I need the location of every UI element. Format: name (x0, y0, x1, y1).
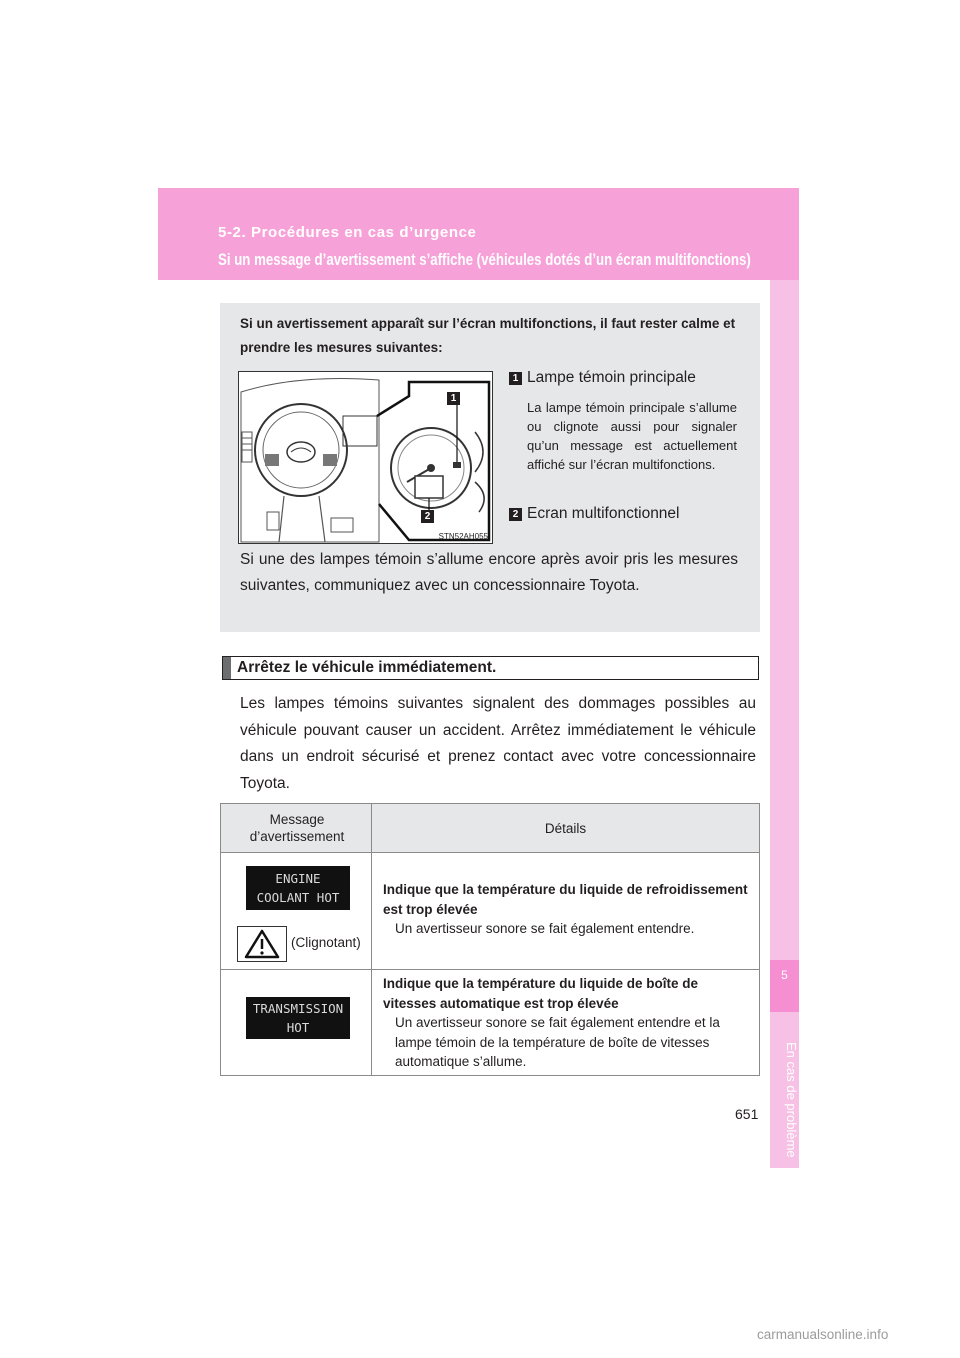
section-label: 5-2. Procédures en cas d’urgence (218, 224, 477, 241)
figure-callout-2: 2 (421, 510, 434, 523)
detail-engine-coolant (383, 880, 755, 939)
subheading-box (222, 656, 759, 680)
figure-code: STN52AH055 (438, 532, 488, 541)
engine-coolant-display (246, 866, 350, 910)
table-header-details: Détails (544, 820, 587, 836)
detail-note: Un avertisseur sonore se fait également entendre. (395, 921, 695, 936)
figure-callout-1: 1 (447, 392, 460, 405)
body-paragraph: Les lampes témoins suivantes signalent des dommages possibles au véhicule pouvant causer un accident. Arrêtez immédiatement le véhicule dans un endroit sécurisé et prenez contact avec votre concessionnaire Toyota. (240, 695, 756, 792)
page-number: 651 (735, 1106, 759, 1122)
callout-text-1: La lampe témoin principale s’allume ou clignote aussi pour signaler qu’un message est actuellement affiché sur l’écran multifonctions. (527, 400, 737, 472)
display-line: COOLANT HOT (256, 890, 340, 905)
display-line: TRANSMISSION (252, 1001, 344, 1016)
warning-table (220, 803, 760, 1076)
column-divider (371, 804, 372, 1075)
flash-label: (Clignotant) (291, 935, 361, 950)
watermark: carmanualsonline.info (757, 1327, 889, 1342)
detail-note: Un avertisseur sonore se fait également entendre et la lampe témoin de la température de boîte de vitesses automatique s’allume. (395, 1015, 720, 1069)
info-intro: Si un avertissement apparaît sur l’écran multifonctions, il faut rester calme et prendre les mesures suivantes: (240, 316, 736, 355)
info-note: Si une des lampes témoin s’allume encore après avoir pris les mesures suivantes, communiquez avec un concessionnaire Toyota. (240, 551, 738, 594)
detail-transmission (383, 974, 755, 1072)
display-line: HOT (286, 1020, 310, 1035)
page-heading: Si un message d’avertissement s’affiche (véhicules dotés d’un écran multifonctions) (218, 250, 751, 269)
detail-title: Indique que la température du liquide de boîte de vitesses automatique est trop élevée (383, 976, 699, 1011)
table-header-message: Message d’avertissement (249, 812, 345, 844)
display-line: ENGINE (275, 871, 321, 886)
warning-triangle-icon (238, 927, 286, 961)
detail-title: Indique que la température du liquide de refroidissement est trop élevée (383, 882, 748, 917)
row-divider (221, 969, 759, 970)
callout-badge-2: 2 (509, 508, 522, 521)
warning-triangle-box (237, 926, 287, 962)
dashboard-figure (238, 371, 493, 544)
subheading-text: Arrêtez le véhicule immédiatement. (237, 659, 497, 676)
callout-badge-1: 1 (509, 372, 522, 385)
callout-title-1: Lampe témoin principale (527, 369, 696, 386)
callout-title-2: Ecran multifonctionnel (527, 505, 680, 522)
transmission-hot-display (246, 997, 350, 1039)
side-tab-title: En cas de problème (784, 1042, 799, 1158)
subheading-marker (223, 657, 231, 679)
table-header-row (221, 804, 759, 853)
side-tab-number: 5 (781, 968, 788, 982)
